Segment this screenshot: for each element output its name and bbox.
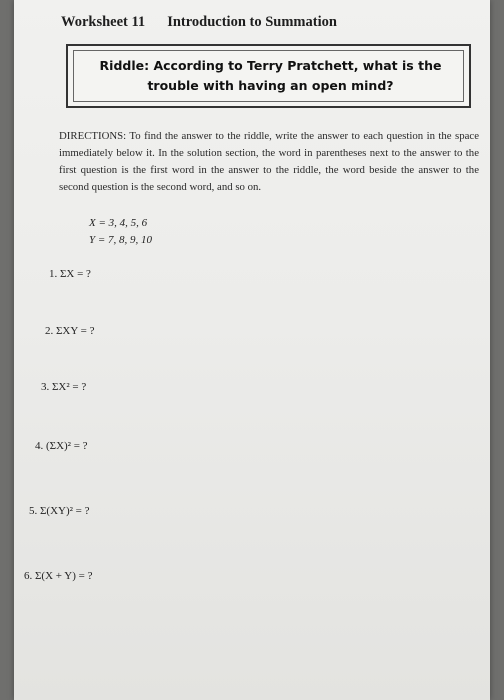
riddle-line-1: Riddle: According to Terry Pratchett, what is the: [99, 58, 442, 73]
question-4: 4. (ΣX)² = ?: [35, 440, 88, 452]
question-1: 1. ΣX = ?: [49, 268, 91, 280]
y-values: Y = 7, 8, 9, 10: [89, 234, 153, 246]
question-3: 3. ΣX² = ?: [41, 381, 87, 393]
question-5: 5. Σ(XY)² = ?: [29, 505, 90, 517]
given-values: [89, 215, 152, 249]
directions-text: DIRECTIONS: To find the answer to the riddle, write the answer to each question in the space immediately below it. In the solution section, the word in parentheses next to the answer to the first question is the first word in the answer to the riddle, the word beside the answer to the second question is the second word, and so on.: [59, 130, 479, 193]
riddle-box: [66, 44, 471, 108]
worksheet-title: Introduction to Summation: [167, 14, 337, 30]
question-6: 6. Σ(X + Y) = ?: [24, 570, 93, 582]
worksheet-number: Worksheet 11: [61, 14, 146, 30]
riddle-line-2: trouble with having an open mind?: [147, 78, 394, 93]
worksheet-page: [14, 0, 490, 700]
x-values: X = 3, 4, 5, 6: [89, 217, 148, 229]
page-header: [61, 14, 481, 31]
question-2: 2. ΣXY = ?: [45, 325, 95, 337]
riddle-text: [78, 56, 463, 96]
